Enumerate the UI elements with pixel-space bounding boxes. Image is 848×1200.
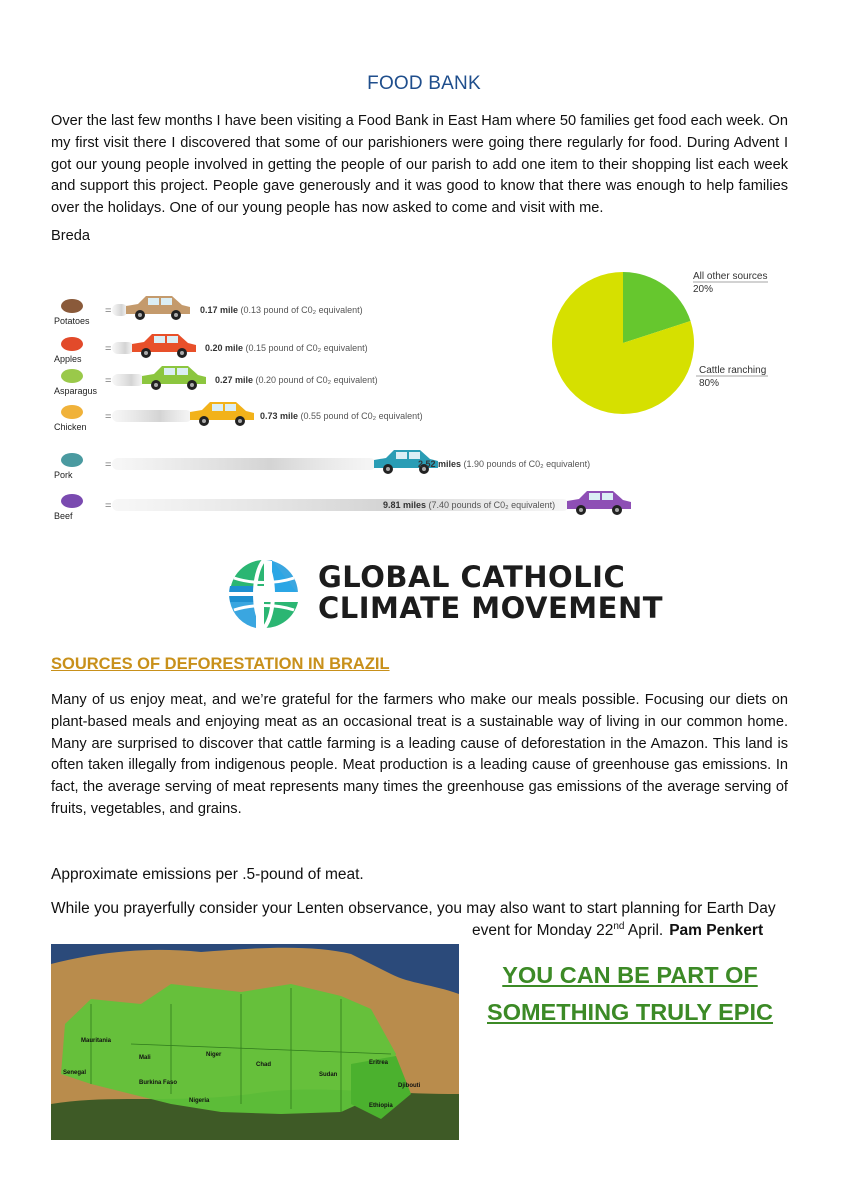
signature: Breda (51, 228, 90, 244)
potatoes-icon (61, 299, 83, 313)
pie-value-cattle: 80% (699, 378, 720, 389)
exhaust-trail (112, 458, 376, 470)
emission-row-pork (54, 450, 590, 480)
food-label: Apples (54, 354, 82, 364)
map-label: Ethiopia (369, 1103, 393, 1109)
emissions-caption: Approximate emissions per .5-pound of meat. (51, 866, 364, 883)
globe-icon (228, 558, 300, 630)
pie-label-other: All other sources (693, 271, 768, 282)
apples-icon (61, 337, 83, 351)
emission-value: 9.81 miles (7.40 pounds of C0₂ equivalent) (383, 500, 556, 510)
emission-value: 2.52 miles (1.90 pounds of C0₂ equivalent) (418, 459, 591, 469)
epic-line-1: YOU CAN BE PART OF (502, 962, 758, 988)
equals-sign: = (105, 375, 112, 387)
logo-line-2: CLIMATE MOVEMENT (318, 591, 663, 625)
equals-sign: = (105, 305, 112, 317)
car-icon (567, 491, 631, 515)
food-label: Potatoes (54, 316, 90, 326)
emission-value: 0.27 mile (0.20 pound of C0₂ equivalent) (215, 375, 378, 385)
emission-value: 0.17 mile (0.13 pound of C0₂ equivalent) (200, 305, 363, 315)
food-bank-title: FOOD BANK (367, 73, 481, 94)
epic-line-2: SOMETHING TRULY EPIC (487, 999, 773, 1025)
gccm-logo-text (318, 562, 663, 624)
map-label: Djibouti (398, 1083, 421, 1089)
emission-row-potatoes (54, 296, 363, 326)
logo-line-1: GLOBAL CATHOLIC (318, 560, 626, 594)
equals-sign: = (105, 500, 112, 512)
deforestation-heading: SOURCES OF DEFORESTATION IN BRAZIL (51, 655, 390, 673)
deforestation-paragraph: Many of us enjoy meat, and we’re grateful for the farmers who make our meals possible. Focusing our diets on plant-based meals and enjoying meat as an occasional treat is a sustainable way of living in our common home. Many are surprised to discover that cattle farming is a leading cause of deforestation in the Amazon. This land is often taken illegally from indigenous people. Meat production is a leading cause of greenhouse gas emissions. In fact, the average serving of meat represents many times the greenhouse gas emissions of the average serving of fruits, vegetables, and grains. (51, 692, 788, 817)
earth-day-date-pre: event for Monday 22 (472, 922, 614, 940)
beef-icon (61, 494, 83, 508)
exhaust-trail (112, 374, 144, 386)
earth-day-line-1: While you prayerfully consider your Lenten observance, you may also want to start planning for Earth Day (51, 900, 776, 917)
map-label: Eritrea (369, 1060, 389, 1066)
map-label: Niger (206, 1052, 222, 1058)
exhaust-trail (112, 410, 192, 422)
car-icon (132, 334, 196, 358)
map-label: Burkina Faso (139, 1080, 178, 1086)
map-label: Sudan (319, 1072, 338, 1078)
chicken-icon (61, 405, 83, 419)
emission-row-apples (54, 334, 368, 364)
asparagus-icon (61, 369, 83, 383)
emission-row-asparagus (54, 366, 378, 396)
epic-callout (470, 957, 790, 1031)
earth-day-date-sup: nd (613, 921, 625, 932)
sahel-map (51, 944, 459, 1140)
earth-day-date-post: April. (624, 922, 664, 940)
food-label: Pork (54, 470, 73, 480)
food-label: Chicken (54, 422, 87, 432)
map-label: Chad (256, 1062, 271, 1068)
map-label: Nigeria (189, 1098, 210, 1104)
pie-label-cattle: Cattle ranching (699, 365, 767, 376)
emission-value: 0.20 mile (0.15 pound of C0₂ equivalent) (205, 343, 368, 353)
earth-day-line-2 (472, 921, 763, 940)
map-label: Mali (139, 1055, 151, 1061)
food-label: Asparagus (54, 386, 98, 396)
car-icon (126, 296, 190, 320)
map-label: Senegal (63, 1070, 87, 1076)
car-icon (142, 366, 206, 390)
deforestation-pie-chart (548, 268, 828, 418)
equals-sign: = (105, 411, 112, 423)
car-icon (190, 402, 254, 426)
equals-sign: = (105, 343, 112, 355)
emission-value: 0.73 mile (0.55 pound of C0₂ equivalent) (260, 411, 423, 421)
earth-day-author: Pam Penkert (669, 922, 764, 940)
food-label: Beef (54, 511, 73, 521)
map-label: Mauritania (81, 1038, 112, 1044)
emission-row-beef (54, 491, 631, 521)
pie-value-other: 20% (693, 284, 714, 295)
food-bank-paragraph: Over the last few months I have been visiting a Food Bank in East Ham where 50 families get food each week. On my first visit there I discovered that some of our parishioners were going there regularly for food. During Advent I got our young people involved in getting the people of our parish to add one item to their shopping list each week and support this project. People gave generously and it was good to know that there was enough to help families over the holidays. One of our young people has now asked to come and visit with me. (51, 113, 788, 217)
emission-row-chicken (54, 402, 423, 432)
pork-icon (61, 453, 83, 467)
equals-sign: = (105, 459, 112, 471)
exhaust-trail (112, 304, 128, 316)
exhaust-trail (112, 342, 134, 354)
